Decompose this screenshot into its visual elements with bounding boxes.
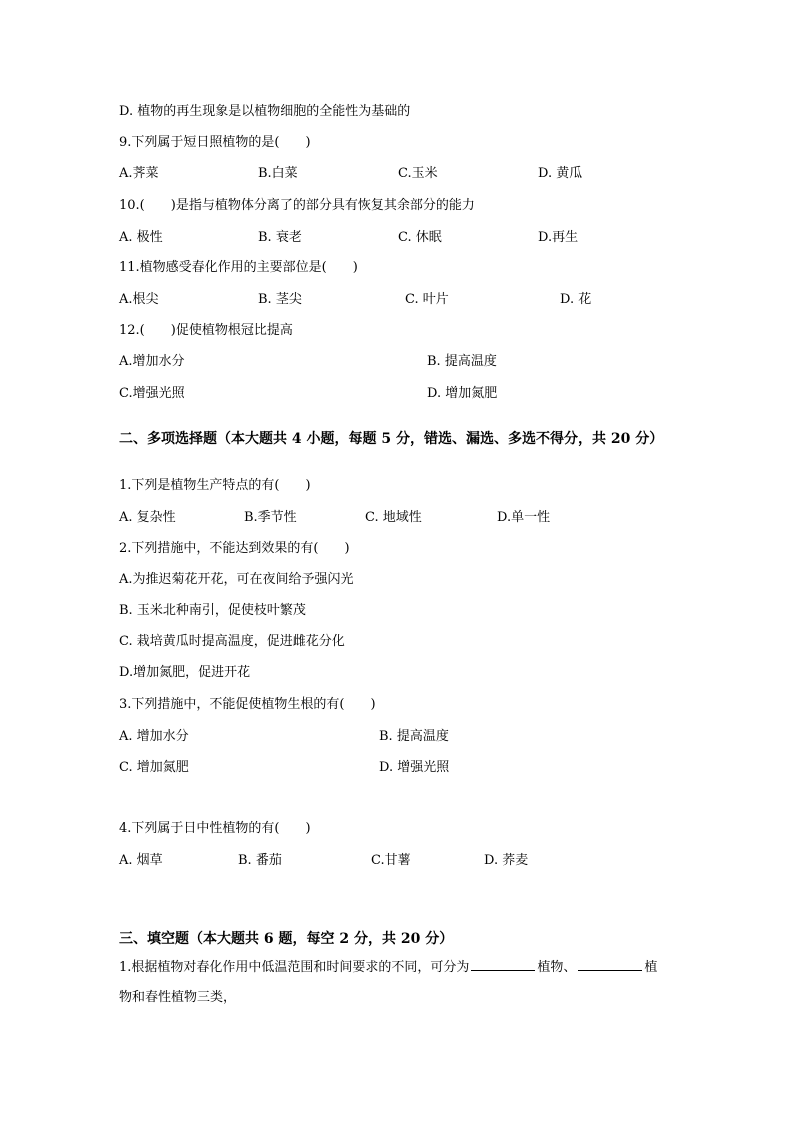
s3-q1-text-1: 1.根据植物对春化作用中低温范围和时间要求的不同，可分为: [119, 960, 470, 975]
q9-option-a: A.荠菜: [119, 166, 159, 181]
s2-q4-option-b: B. 番茄: [238, 853, 282, 868]
s2-q3-option-b: B. 提高温度: [379, 729, 449, 744]
s3-q1-line2: 物和春性植物三类，: [119, 990, 237, 1005]
q9-option-d: D. 黄瓜: [538, 166, 583, 181]
q10-option-b: B. 衰老: [258, 230, 302, 245]
q8-option-d: D. 植物的再生现象是以植物细胞的全能性为基础的: [119, 104, 411, 119]
q11-option-d: D. 花: [560, 292, 592, 307]
s2-q3-option-d: D. 增强光照: [379, 760, 450, 775]
s2-q4-option-d: D. 荞麦: [484, 853, 529, 868]
s2-q1-option-b: B.季节性: [244, 510, 297, 525]
q10-option-d: D.再生: [538, 230, 579, 245]
s2-q3-stem: 3.下列措施中，不能促使植物生根的有( ): [119, 697, 376, 712]
s2-q2-stem: 2.下列措施中，不能达到效果的有( ): [119, 541, 350, 556]
s2-q1-option-a: A. 复杂性: [119, 510, 176, 525]
q10-option-c: C. 休眠: [398, 230, 442, 245]
s2-q1-stem: 1.下列是植物生产特点的有( ): [119, 478, 311, 493]
q11-option-b: B. 茎尖: [258, 292, 302, 307]
s2-q2-option-b: B. 玉米北种南引，促使枝叶繁茂: [119, 603, 306, 618]
q12-stem: 12.( )促使植物根冠比提高: [119, 323, 293, 338]
q9-stem: 9.下列属于短日照植物的是( ): [119, 135, 311, 150]
s2-q4-option-a: A. 烟草: [119, 853, 163, 868]
s3-q1-blank-2[interactable]: [578, 958, 642, 971]
q11-option-a: A.根尖: [119, 292, 159, 307]
q11-option-c: C. 叶片: [405, 292, 449, 307]
s2-q4-stem: 4.下列属于日中性植物的有( ): [119, 821, 311, 836]
q12-option-d: D. 增加氮肥: [427, 386, 498, 401]
s2-q2-option-c: C. 栽培黄瓜时提高温度，促进雌花分化: [119, 634, 345, 649]
s2-q3-option-a: A. 增加水分: [119, 729, 189, 744]
s2-q4-option-c: C.甘薯: [371, 853, 411, 868]
s2-q2-option-d: D.增加氮肥，促进开花: [119, 665, 251, 680]
s2-q3-option-c: C. 增加氮肥: [119, 760, 189, 775]
s3-q1-text-3: 植: [644, 960, 658, 975]
s3-q1-blank-1[interactable]: [471, 958, 535, 971]
q12-option-c: C.增强光照: [119, 386, 185, 401]
q10-stem: 10.( )是指与植物体分离了的部分具有恢复其余部分的能力: [119, 198, 475, 213]
s3-q1-line1: [119, 958, 657, 977]
q12-option-b: B. 提高温度: [427, 354, 497, 369]
q9-option-b: B.白菜: [258, 166, 298, 181]
s3-q1-text-2: 植物、: [537, 960, 577, 975]
q10-option-a: A. 极性: [119, 230, 163, 245]
section3-heading: 三、填空题（本大题共 6 题，每空 2 分，共 20 分）: [119, 931, 454, 947]
s2-q1-option-c: C. 地域性: [365, 510, 422, 525]
s2-q1-option-d: D.单一性: [497, 510, 551, 525]
s2-q2-option-a: A.为推迟菊花开花，可在夜间给予强闪光: [119, 572, 354, 587]
section2-heading: 二、多项选择题（本大题共 4 小题，每题 5 分，错选、漏选、多选不得分，共 20 分）: [119, 431, 664, 447]
q12-option-a: A.增加水分: [119, 354, 185, 369]
q11-stem: 11.植物感受春化作用的主要部位是( ): [119, 260, 358, 275]
q9-option-c: C.玉米: [398, 166, 438, 181]
